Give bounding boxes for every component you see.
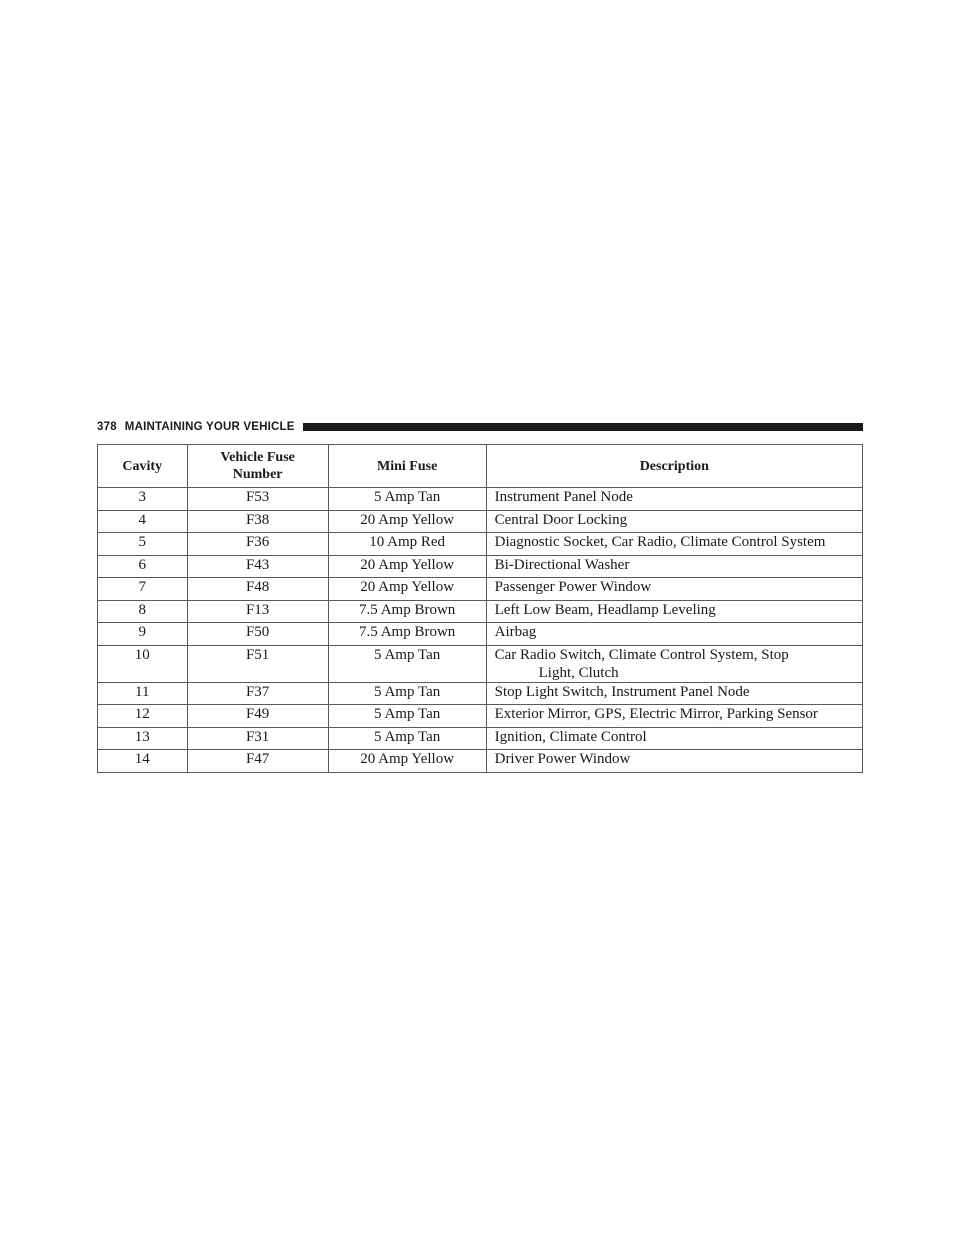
column-header-vehicle-fuse-line1: Vehicle Fuse xyxy=(220,450,295,465)
cavity-cell: 6 xyxy=(98,555,188,578)
vehicle-fuse-cell: F31 xyxy=(187,727,328,750)
header-rule xyxy=(303,423,863,431)
table-header-row xyxy=(98,445,863,488)
cavity-cell: 13 xyxy=(98,727,188,750)
mini-fuse-cell: 7.5 Amp Brown xyxy=(328,623,486,646)
vehicle-fuse-cell: F51 xyxy=(187,645,328,682)
vehicle-fuse-cell: F43 xyxy=(187,555,328,578)
cavity-cell: 5 xyxy=(98,533,188,556)
page-number: 378 xyxy=(97,421,117,433)
mini-fuse-cell: 5 Amp Tan xyxy=(328,645,486,682)
table-row xyxy=(98,682,863,705)
cavity-cell: 4 xyxy=(98,510,188,533)
vehicle-fuse-cell: F49 xyxy=(187,705,328,728)
description-line: Car Radio Switch, Climate Control System, Stop xyxy=(494,646,789,663)
cavity-cell: 10 xyxy=(98,645,188,682)
column-header-vehicle-fuse-line2: Number xyxy=(232,467,283,482)
vehicle-fuse-cell: F38 xyxy=(187,510,328,533)
description-cell: Ignition, Climate Control xyxy=(486,727,862,750)
cavity-cell: 12 xyxy=(98,705,188,728)
mini-fuse-cell: 5 Amp Tan xyxy=(328,705,486,728)
vehicle-fuse-cell: F37 xyxy=(187,682,328,705)
cavity-cell: 9 xyxy=(98,623,188,646)
description-cell: Left Low Beam, Headlamp Leveling xyxy=(486,600,862,623)
description-cell: Instrument Panel Node xyxy=(486,488,862,511)
vehicle-fuse-cell: F50 xyxy=(187,623,328,646)
mini-fuse-cell: 20 Amp Yellow xyxy=(328,578,486,601)
mini-fuse-cell: 5 Amp Tan xyxy=(328,488,486,511)
vehicle-fuse-cell: F13 xyxy=(187,600,328,623)
vehicle-fuse-cell: F53 xyxy=(187,488,328,511)
description-cell: Airbag xyxy=(486,623,862,646)
cavity-cell: 11 xyxy=(98,682,188,705)
section-title: MAINTAINING YOUR VEHICLE xyxy=(124,421,295,433)
description-cell: Stop Light Switch, Instrument Panel Node xyxy=(486,682,862,705)
cavity-cell: 8 xyxy=(98,600,188,623)
vehicle-fuse-cell: F47 xyxy=(187,750,328,773)
description-line-continued: Light, Clutch xyxy=(538,664,619,681)
cavity-cell: 14 xyxy=(98,750,188,773)
vehicle-fuse-cell: F36 xyxy=(187,533,328,556)
column-header-mini-fuse: Mini Fuse xyxy=(328,445,486,488)
description-cell: Driver Power Window xyxy=(486,750,862,773)
table-row xyxy=(98,623,863,646)
table-row xyxy=(98,555,863,578)
fuse-table xyxy=(97,444,863,773)
table-row xyxy=(98,727,863,750)
description-cell xyxy=(486,645,862,682)
description-cell: Passenger Power Window xyxy=(486,578,862,601)
mini-fuse-cell: 5 Amp Tan xyxy=(328,727,486,750)
column-header-cavity: Cavity xyxy=(98,445,188,488)
table-row xyxy=(98,645,863,682)
table-row xyxy=(98,510,863,533)
mini-fuse-cell: 20 Amp Yellow xyxy=(328,555,486,578)
table-row xyxy=(98,578,863,601)
description-cell: Diagnostic Socket, Car Radio, Climate Control System xyxy=(486,533,862,556)
table-row xyxy=(98,533,863,556)
column-header-vehicle-fuse-number xyxy=(187,445,328,488)
mini-fuse-cell: 10 Amp Red xyxy=(328,533,486,556)
description-cell: Bi-Directional Washer xyxy=(486,555,862,578)
table-row xyxy=(98,600,863,623)
cavity-cell: 3 xyxy=(98,488,188,511)
table-row xyxy=(98,705,863,728)
description-cell: Central Door Locking xyxy=(486,510,862,533)
table-row xyxy=(98,488,863,511)
column-header-description: Description xyxy=(486,445,862,488)
cavity-cell: 7 xyxy=(98,578,188,601)
table-row xyxy=(98,750,863,773)
mini-fuse-cell: 5 Amp Tan xyxy=(328,682,486,705)
description-cell: Exterior Mirror, GPS, Electric Mirror, Parking Sensor xyxy=(486,705,862,728)
mini-fuse-cell: 20 Amp Yellow xyxy=(328,750,486,773)
page-header xyxy=(97,419,863,435)
mini-fuse-cell: 20 Amp Yellow xyxy=(328,510,486,533)
mini-fuse-cell: 7.5 Amp Brown xyxy=(328,600,486,623)
vehicle-fuse-cell: F48 xyxy=(187,578,328,601)
